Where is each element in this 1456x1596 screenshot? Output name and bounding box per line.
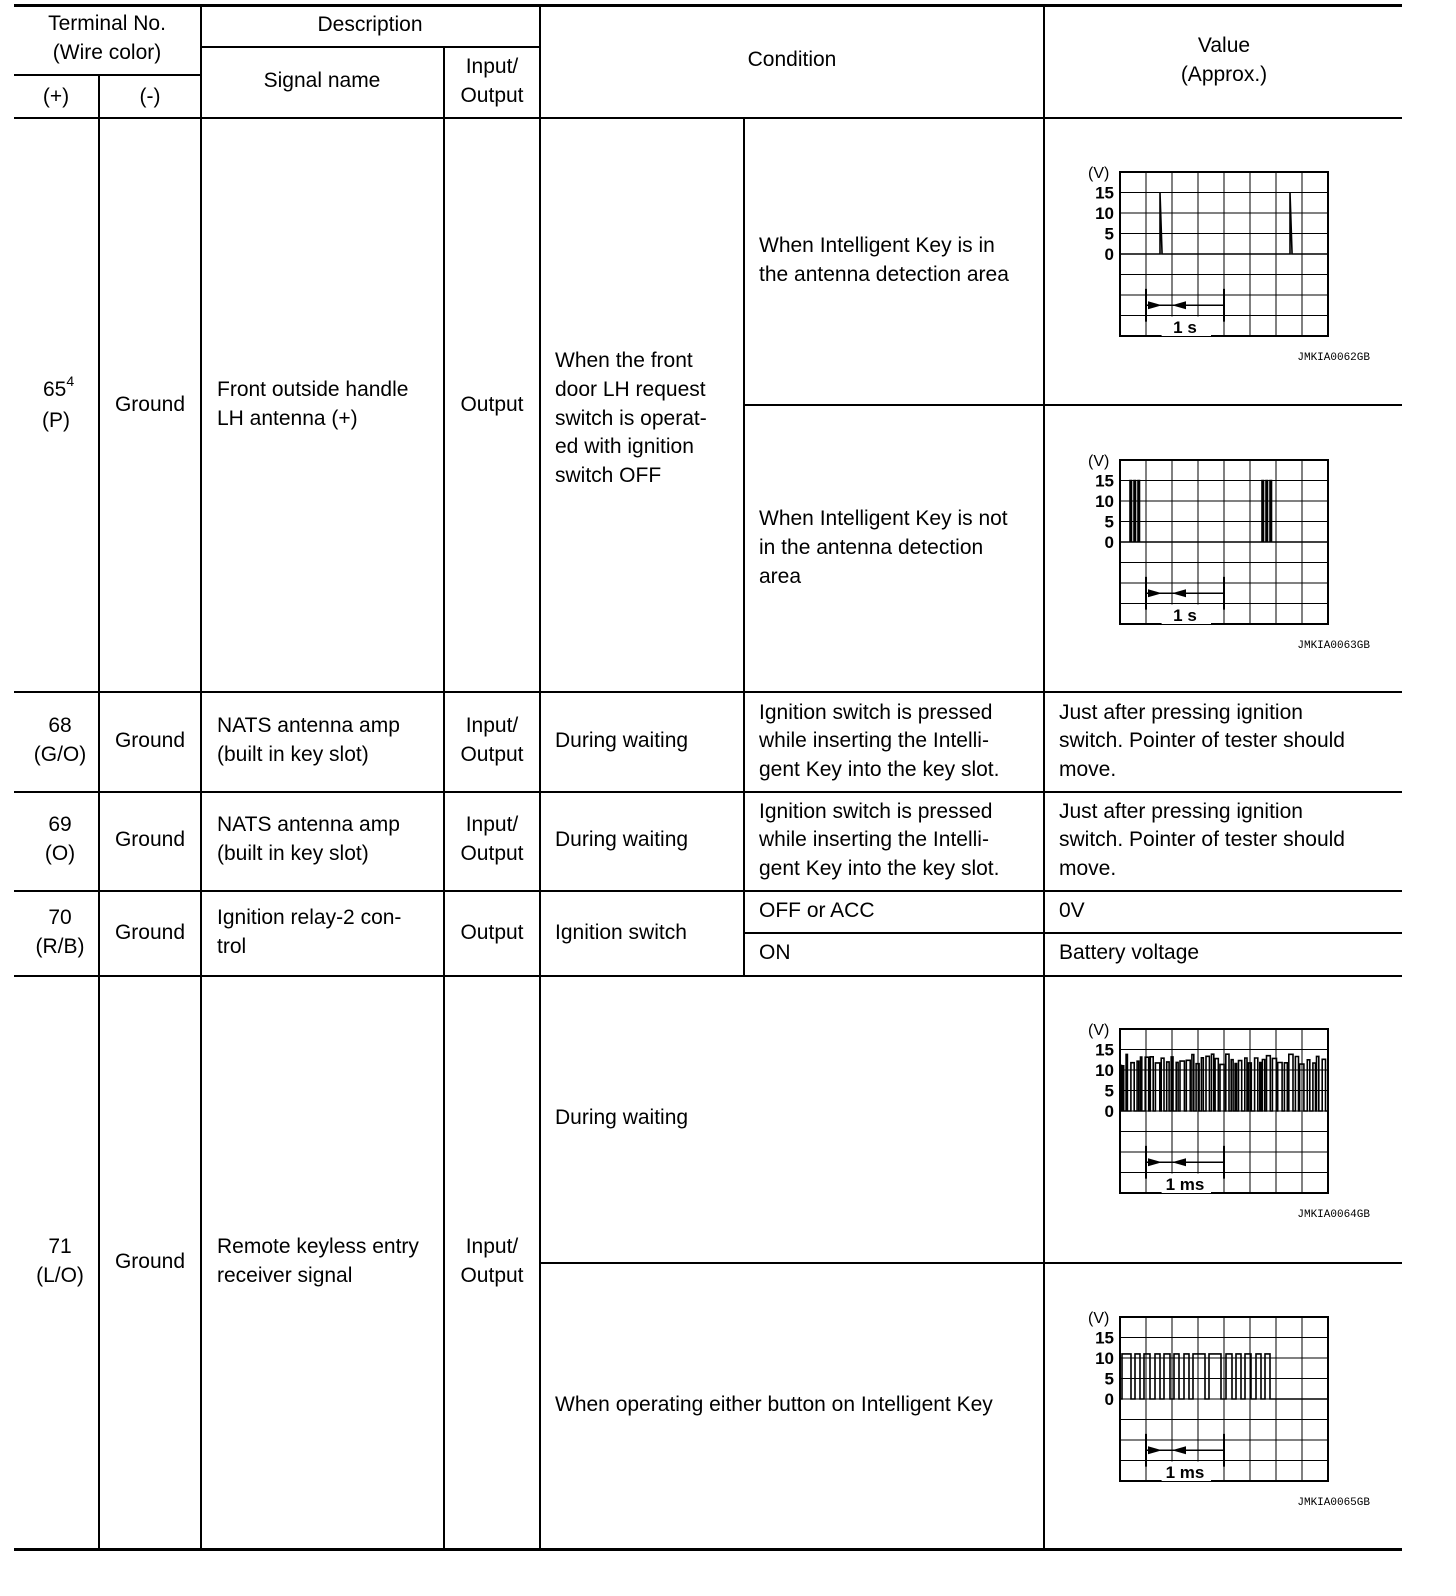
signal-name: trol <box>217 935 247 958</box>
span-label: 1 s <box>1173 317 1197 337</box>
row-68-bottom <box>14 791 1402 793</box>
io-direction: Output <box>460 743 524 766</box>
signal-name: (built in key slot) <box>217 743 369 766</box>
y-tick-label: 5 <box>1104 1369 1114 1389</box>
y-axis-unit: (V) <box>1088 165 1110 182</box>
ground-terminal: Ground <box>114 729 186 752</box>
value-text: move. <box>1059 857 1117 880</box>
y-tick-label: 0 <box>1104 533 1114 552</box>
io-direction: Output <box>460 393 524 416</box>
io-direction: Output <box>460 921 524 944</box>
y-axis-unit: (V) <box>1088 1022 1110 1039</box>
y-tick-label: 5 <box>1104 1081 1114 1101</box>
header-rule-terminal <box>14 74 200 76</box>
row-71-split <box>539 1262 1402 1264</box>
value-text: 0V <box>1059 899 1085 922</box>
terminal-number: 71 <box>48 1235 72 1258</box>
y-tick-label: 10 <box>1095 1061 1114 1080</box>
row-70-bottom <box>14 975 1402 977</box>
wire-color: (R/B) <box>35 935 85 958</box>
span-label: 1 ms <box>1165 1174 1205 1194</box>
waveform-chart <box>1080 446 1380 656</box>
ground-terminal: Ground <box>114 921 186 944</box>
subcondition-text: gent Key into the key slot. <box>759 857 1000 880</box>
terminal-number: 69 <box>48 813 72 836</box>
value-text: move. <box>1059 758 1117 781</box>
subcondition-text: When Intelligent Key is in <box>759 234 995 257</box>
span-arrow <box>1148 1158 1162 1166</box>
col-line-3 <box>443 47 445 1550</box>
ground-terminal: Ground <box>114 828 186 851</box>
waveform-chart <box>1080 1015 1380 1225</box>
condition-text: Ignition switch <box>555 921 687 944</box>
header-rule-description <box>200 46 539 48</box>
terminal-number: 70 <box>48 906 72 929</box>
header-description: Description <box>317 13 423 36</box>
row-69-bottom <box>14 890 1402 892</box>
y-tick-label: 10 <box>1095 1349 1114 1368</box>
wire-color: (G/O) <box>33 743 87 766</box>
terminal-number: $65^4$ <box>43 373 75 401</box>
table-bottom-rule <box>14 1548 1402 1551</box>
terminal-number: 68 <box>48 714 72 737</box>
span-arrow <box>1172 1446 1186 1454</box>
y-tick-label: 5 <box>1104 512 1114 532</box>
y-tick-label: 5 <box>1104 224 1114 244</box>
y-tick-label: 15 <box>1095 1328 1114 1348</box>
header-terminal-no: Terminal No. <box>48 12 166 35</box>
figure-code: JMKIA0063GB <box>1297 640 1370 652</box>
condition-text: When operating either button on Intelligent Key <box>555 1393 993 1416</box>
y-axis-unit: (V) <box>1088 1310 1110 1327</box>
header-bottom-rule <box>14 117 1402 119</box>
condition-text: switch is operat- <box>555 407 707 430</box>
condition-text: During waiting <box>555 1106 689 1129</box>
row-65-split <box>743 404 1402 406</box>
span-arrow <box>1148 301 1162 309</box>
signal-name: receiver signal <box>217 1264 353 1287</box>
header-signal-name: Signal name <box>263 69 381 92</box>
signal-name: LH antenna (+) <box>217 407 358 430</box>
io-direction: Output <box>460 1264 524 1287</box>
header-input-output-1: Input/ <box>465 55 519 78</box>
subcondition-text: Ignition switch is pressed <box>759 701 993 724</box>
header-input-output-2: Output <box>460 84 524 107</box>
header-minus: (-) <box>139 85 161 108</box>
condition-text: ed with ignition <box>555 435 694 458</box>
wire-color: (P) <box>42 409 70 432</box>
condition-text: door LH request <box>555 378 706 401</box>
signal-name: NATS antenna amp <box>217 813 400 836</box>
condition-text: When the front <box>555 349 693 372</box>
signal-name: Remote keyless entry <box>217 1235 419 1258</box>
subcondition-text: When Intelligent Key is not <box>759 507 1008 530</box>
subcondition-text: area <box>759 565 802 588</box>
y-tick-label: 0 <box>1104 1390 1114 1409</box>
figure-code: JMKIA0064GB <box>1297 1209 1370 1221</box>
figure-code: JMKIA0062GB <box>1297 352 1370 364</box>
signal-name: NATS antenna amp <box>217 714 400 737</box>
y-tick-label: 0 <box>1104 245 1114 264</box>
value-text: switch. Pointer of tester should <box>1059 828 1345 851</box>
wire-color: (L/O) <box>36 1264 84 1287</box>
span-arrow <box>1172 589 1186 597</box>
footnote-marker: 4 <box>66 373 75 389</box>
waveform-chart <box>1080 1303 1380 1513</box>
subcondition-text: while inserting the Intelli- <box>759 828 989 851</box>
row-65-bottom <box>14 691 1402 693</box>
condition-text: During waiting <box>555 729 689 752</box>
y-axis-unit: (V) <box>1088 453 1110 470</box>
signal-name: Front outside handle <box>217 378 409 401</box>
y-tick-label: 15 <box>1095 183 1114 203</box>
header-value-2: (Approx.) <box>1180 63 1268 86</box>
col-line-2 <box>200 6 202 1550</box>
ground-terminal: Ground <box>114 1250 186 1273</box>
ground-terminal: Ground <box>114 393 186 416</box>
signal-name: Ignition relay-2 con- <box>217 906 402 929</box>
subcondition-text: OFF or ACC <box>759 899 875 922</box>
condition-text: switch OFF <box>555 464 662 487</box>
subcondition-text: the antenna detection area <box>759 263 1009 286</box>
span-arrow <box>1172 1158 1186 1166</box>
col-line-6 <box>1043 6 1045 1550</box>
subcondition-text: ON <box>759 941 791 964</box>
header-value-1: Value <box>1197 34 1251 57</box>
subcondition-text: Ignition switch is pressed <box>759 800 993 823</box>
signal-name: (built in key slot) <box>217 842 369 865</box>
span-arrow <box>1172 301 1186 309</box>
io-direction: Output <box>460 842 524 865</box>
header-wire-color: (Wire color) <box>52 41 162 64</box>
y-tick-label: 10 <box>1095 492 1114 511</box>
y-tick-label: 10 <box>1095 204 1114 223</box>
wire-color: (O) <box>44 842 76 865</box>
value-text: switch. Pointer of tester should <box>1059 729 1345 752</box>
io-direction: Input/ <box>465 1235 519 1258</box>
subcondition-text: gent Key into the key slot. <box>759 758 1000 781</box>
col-line-5a <box>743 118 745 976</box>
span-label: 1 ms <box>1165 1462 1205 1482</box>
io-direction: Input/ <box>465 813 519 836</box>
value-text: Just after pressing ignition <box>1059 701 1303 724</box>
io-direction: Input/ <box>465 714 519 737</box>
header-condition: Condition <box>747 48 837 71</box>
figure-code: JMKIA0065GB <box>1297 1497 1370 1509</box>
y-tick-label: 0 <box>1104 1102 1114 1121</box>
header-plus: (+) <box>42 85 70 108</box>
subcondition-text: while inserting the Intelli- <box>759 729 989 752</box>
table-top-rule <box>14 4 1402 7</box>
y-tick-label: 15 <box>1095 1040 1114 1060</box>
span-label: 1 s <box>1173 605 1197 625</box>
waveform-chart <box>1080 158 1380 368</box>
subcondition-text: in the antenna detection <box>759 536 984 559</box>
condition-text: During waiting <box>555 828 689 851</box>
col-line-4 <box>539 6 541 1550</box>
value-text: Battery voltage <box>1059 941 1200 964</box>
value-text: Just after pressing ignition <box>1059 800 1303 823</box>
row-70-split <box>743 932 1402 934</box>
span-arrow <box>1148 589 1162 597</box>
span-arrow <box>1148 1446 1162 1454</box>
y-tick-label: 15 <box>1095 471 1114 491</box>
